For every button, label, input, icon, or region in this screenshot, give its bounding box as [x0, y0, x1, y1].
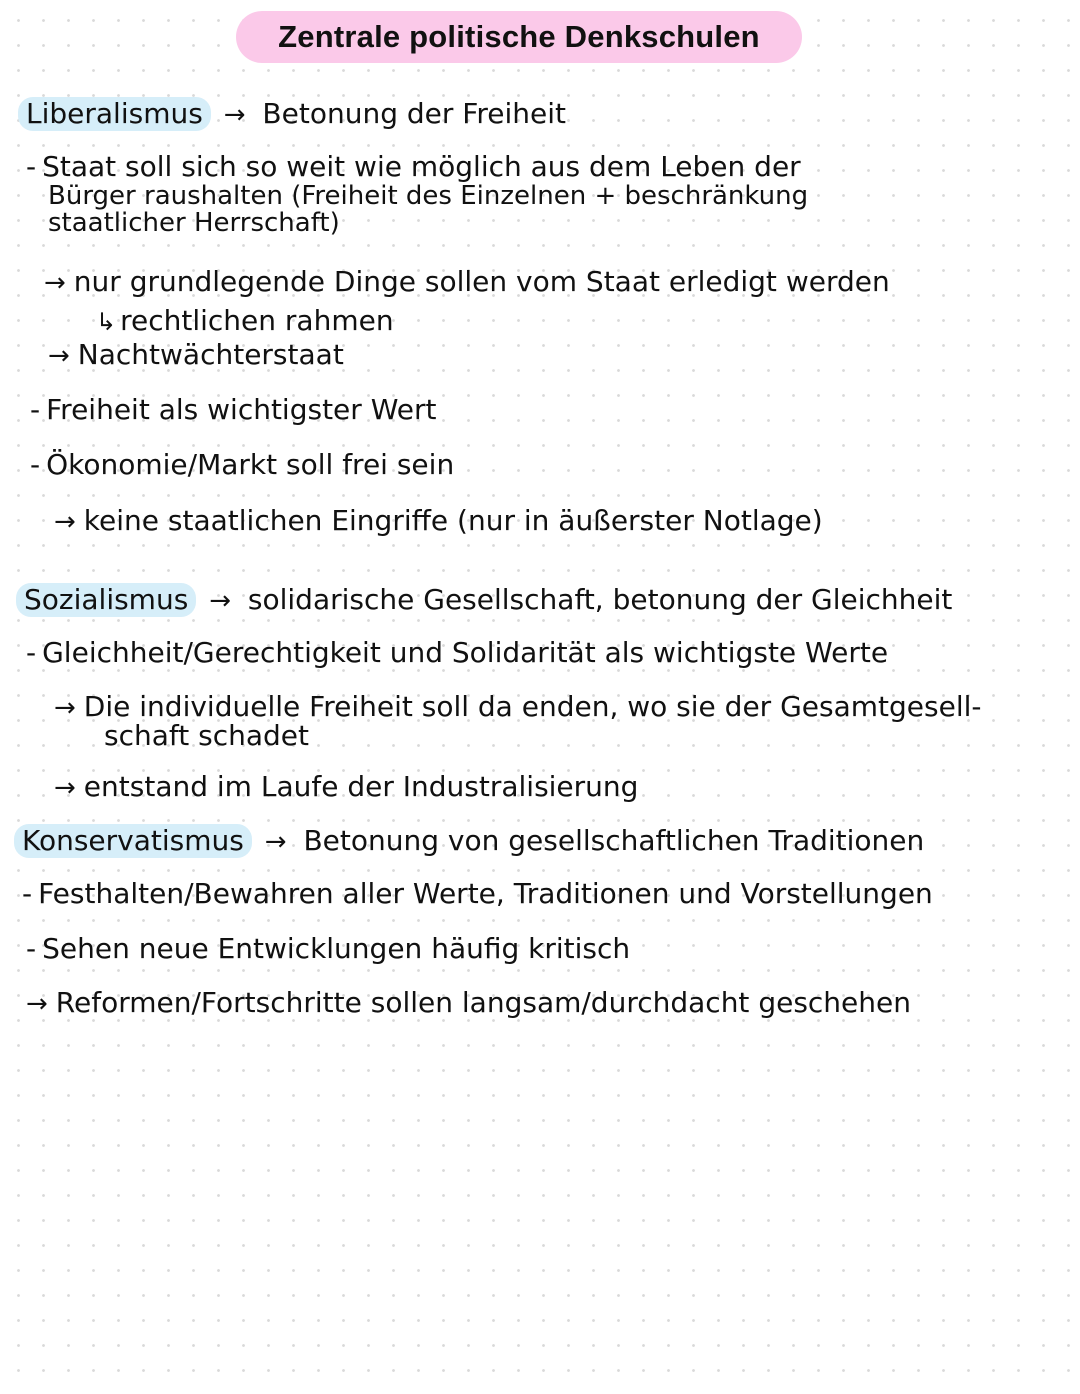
- konservatismus-point-2: [26, 934, 630, 964]
- sozialismus-point-2-line-2: schaft schadet: [104, 719, 309, 752]
- liberalismus-point-2-sub-text: rechtlichen rahmen: [120, 304, 394, 337]
- liberalismus-point-3: [44, 340, 344, 371]
- liberalismus-point-3-text: Nachtwächterstaat: [77, 338, 344, 371]
- liberalismus-point-2-text: nur grundlegende Dinge sollen vom Staat erledigt werden: [73, 265, 890, 298]
- liberalismus-point-6-text: keine staatlichen Eingriffe (nur in äußerster Notlage): [83, 504, 823, 537]
- arrow-icon: →: [48, 341, 70, 371]
- liberalismus-point-5: [30, 450, 454, 480]
- konservatismus-point-3: [22, 988, 911, 1019]
- liberalismus-heading: Liberalismus: [18, 97, 211, 131]
- konservatismus-emphasis: Betonung von gesellschaftlichen Traditionen: [303, 824, 925, 857]
- hook-arrow-icon: ↳: [96, 308, 117, 336]
- sozialismus-point-3-text: entstand im Laufe der Industralisierung: [83, 770, 639, 803]
- liberalismus-point-1-line-3: staatlicher Herrschaft): [48, 208, 340, 238]
- liberalismus-point-1: [26, 152, 801, 182]
- sozialismus-heading-line: [24, 583, 952, 617]
- konservatismus-point-1: [22, 879, 933, 909]
- konservatismus-heading-line: [22, 824, 924, 858]
- dash-icon: -: [22, 877, 33, 910]
- arrow-icon: →: [26, 989, 48, 1019]
- arrow-icon: →: [209, 586, 231, 616]
- arrow-icon: →: [54, 773, 76, 803]
- sozialismus-point-2-line-1: Die individuelle Freiheit soll da enden, wo sie der Gesamtgesell-: [83, 690, 982, 723]
- liberalismus-point-5-text: Ökonomie/Markt soll frei sein: [46, 448, 455, 481]
- dash-icon: -: [26, 150, 37, 183]
- liberalismus-point-2-sub: [96, 306, 394, 337]
- liberalismus-point-1-line-2: Bürger raushalten (Freiheit des Einzelnen + beschränkung: [48, 181, 809, 211]
- dash-icon: -: [30, 393, 41, 426]
- arrow-icon: →: [54, 507, 76, 537]
- arrow-icon: →: [264, 827, 287, 857]
- konservatismus-point-2-text: Sehen neue Entwicklungen häufig kritisch: [42, 932, 631, 965]
- dash-icon: -: [26, 932, 37, 965]
- arrow-icon: →: [223, 100, 246, 130]
- sozialismus-point-1-text: Gleichheit/Gerechtigkeit und Solidarität als wichtigste Werte: [42, 636, 889, 669]
- liberalismus-point-4: [30, 395, 436, 425]
- sozialismus-heading: Sozialismus: [16, 583, 196, 617]
- konservatismus-point-1-text: Festhalten/Bewahren aller Werte, Traditionen und Vorstellungen: [38, 877, 933, 910]
- dash-icon: -: [30, 448, 41, 481]
- liberalismus-heading-line: [26, 97, 566, 131]
- sozialismus-emphasis: solidarische Gesellschaft, betonung der Gleichheit: [247, 583, 953, 616]
- konservatismus-heading: Konservatismus: [14, 824, 252, 858]
- sozialismus-point-3: [50, 772, 638, 803]
- konservatismus-point-3-text: Reformen/Fortschritte sollen langsam/durchdacht geschehen: [55, 986, 911, 1019]
- arrow-icon: →: [54, 693, 76, 723]
- dash-icon: -: [26, 636, 37, 669]
- arrow-icon: →: [44, 268, 66, 298]
- liberalismus-point-1-line-1: Staat soll sich so weit wie möglich aus dem Leben der: [42, 150, 801, 183]
- sozialismus-point-1: [26, 638, 888, 668]
- liberalismus-emphasis: Betonung der Freiheit: [262, 97, 566, 130]
- liberalismus-point-4-text: Freiheit als wichtigster Wert: [46, 393, 437, 426]
- page-title: Zentrale politische Denkschulen: [278, 19, 760, 54]
- title-highlight: [236, 11, 802, 63]
- liberalismus-point-2: [40, 267, 890, 298]
- liberalismus-point-6: [50, 506, 823, 537]
